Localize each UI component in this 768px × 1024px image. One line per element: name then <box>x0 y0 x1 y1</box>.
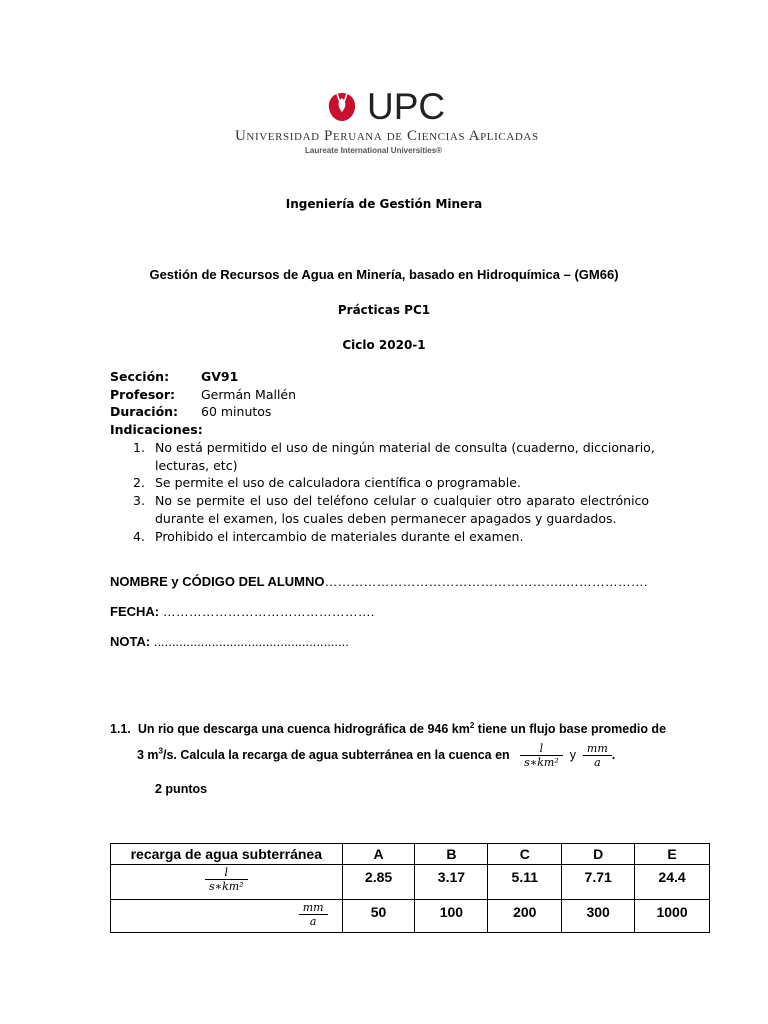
unit-fraction-mm-per-a: $\frac{mm}{a}$ <box>583 742 612 769</box>
table-header-cell: D <box>562 844 635 865</box>
career-title: Ingeniería de Gestión Minera <box>285 197 483 211</box>
question-line-2: 3 $m^3/s$. Calcula la recarga de agua subterránea en la cuenca en $\frac{l}{\text{s∗km²}}$ y $\frac{mm}{a}$ . <box>137 742 616 769</box>
question-number: 1.1. <box>110 722 131 737</box>
table-cell: 200 <box>488 900 562 933</box>
list-item <box>133 493 693 529</box>
recharge-table <box>110 843 710 933</box>
list-item-number: 3. <box>133 493 145 508</box>
unit-fraction-l-per-s-km2: $\frac{l}{\text{s∗km²}}$ <box>520 742 563 769</box>
university-logo <box>225 82 545 160</box>
university-name: Universidad Peruana de Ciencias Aplicadas <box>235 128 539 144</box>
professor-value: Germán Mallén <box>201 387 297 402</box>
grade-label: NOTA: <box>110 634 151 649</box>
table-header-row <box>111 844 710 865</box>
grade-field <box>110 634 349 649</box>
superscript: 2 <box>469 721 475 730</box>
list-item-text: No se permite el uso del teléfono celular o cualquier otro aparato electrónico <box>155 493 650 508</box>
table-cell: 50 <box>342 900 415 933</box>
list-item-number: 1. <box>133 440 145 455</box>
superscript: 3 <box>158 746 163 756</box>
table-header-cell: E <box>635 844 710 865</box>
table-cell: 100 <box>415 900 488 933</box>
table-row <box>111 900 710 933</box>
row-unit-cell <box>111 900 343 933</box>
date-label: FECHA: <box>110 604 160 619</box>
table-header-cell: B <box>415 844 488 865</box>
section-value: GV91 <box>201 369 239 384</box>
table-cell: 3.17 <box>415 865 488 900</box>
upc-emblem-icon <box>325 90 359 124</box>
table-row <box>111 865 710 900</box>
instructions-heading <box>110 422 203 437</box>
table-header-cell: C <box>488 844 562 865</box>
list-item-text-continued: lecturas, etc) <box>155 458 238 473</box>
unit-fraction-l-per-s-km2: $\frac{l}{\text{s∗km²}}$ <box>205 866 248 893</box>
table-cell: 24.4 <box>635 865 710 900</box>
list-item-text-continued: durante el examen, los cuales deben permanecer apagados y guardados. <box>155 511 617 526</box>
list-item <box>133 529 693 547</box>
exam-title: Prácticas PC1 <box>337 303 431 317</box>
question-text-cont: tiene un flujo base promedio de <box>474 722 667 737</box>
conjunction: y <box>569 747 576 762</box>
unit-fraction-mm-per-a: $\frac{mm}{a}$ <box>299 901 328 928</box>
table-header-cell: recarga de agua subterránea <box>111 844 343 865</box>
student-name-blank[interactable]: ………………………………………………..………………. <box>324 574 648 589</box>
list-item-number: 2. <box>133 475 145 490</box>
table-header-cell: A <box>342 844 415 865</box>
professor-row <box>110 387 297 402</box>
student-name-label: NOMBRE y CÓDIGO DEL ALUMNO <box>110 574 325 589</box>
section-row <box>110 369 239 384</box>
list-item-number: 4. <box>133 529 145 544</box>
section-label: Sección: <box>110 369 170 384</box>
table-cell: 7.71 <box>562 865 635 900</box>
question-text: Un rio que descarga una cuenca hidrográfica de 946 km <box>137 722 470 737</box>
university-network: Laureate International Universities® <box>305 146 443 155</box>
date-field <box>110 604 374 619</box>
table-cell: 1000 <box>635 900 710 933</box>
date-blank[interactable]: …………………………………………. <box>162 604 375 619</box>
cycle-label: Ciclo 2020-1 <box>342 338 426 352</box>
professor-label: Profesor: <box>110 387 176 402</box>
instructions-label: Indicaciones: <box>110 422 203 437</box>
duration-row <box>110 404 272 419</box>
list-item <box>133 475 693 493</box>
student-name-field <box>110 574 647 589</box>
list-item <box>133 440 693 476</box>
table-cell: 300 <box>562 900 635 933</box>
list-item-text: No está permitido el uso de ningún material de consulta (cuaderno, diccionario, <box>155 440 655 455</box>
list-item-text: Prohibido el intercambio de materiales durante el examen. <box>155 529 524 544</box>
question-text-2-cont: /s. Calcula la recarga de agua subterránea en la cuenca en <box>163 747 510 762</box>
table-cell: 2.85 <box>342 865 415 900</box>
logo-wordmark: UPC <box>367 86 446 127</box>
duration-value: 60 minutos <box>201 404 272 419</box>
question-points: 2 puntos <box>155 782 208 796</box>
table-cell: 5.11 <box>488 865 562 900</box>
duration-label: Duración: <box>110 404 179 419</box>
question-line-1 <box>110 721 666 736</box>
row-unit-cell <box>111 865 343 900</box>
course-title: Gestión de Recursos de Agua en Minería, basado en Hidroquímica – (GM66) <box>149 267 619 282</box>
list-item-text: Se permite el uso de calculadora científica o programable. <box>155 475 521 490</box>
question-text-2: 3 m <box>137 747 159 762</box>
grade-blank[interactable]: ...................................................... <box>153 634 349 649</box>
